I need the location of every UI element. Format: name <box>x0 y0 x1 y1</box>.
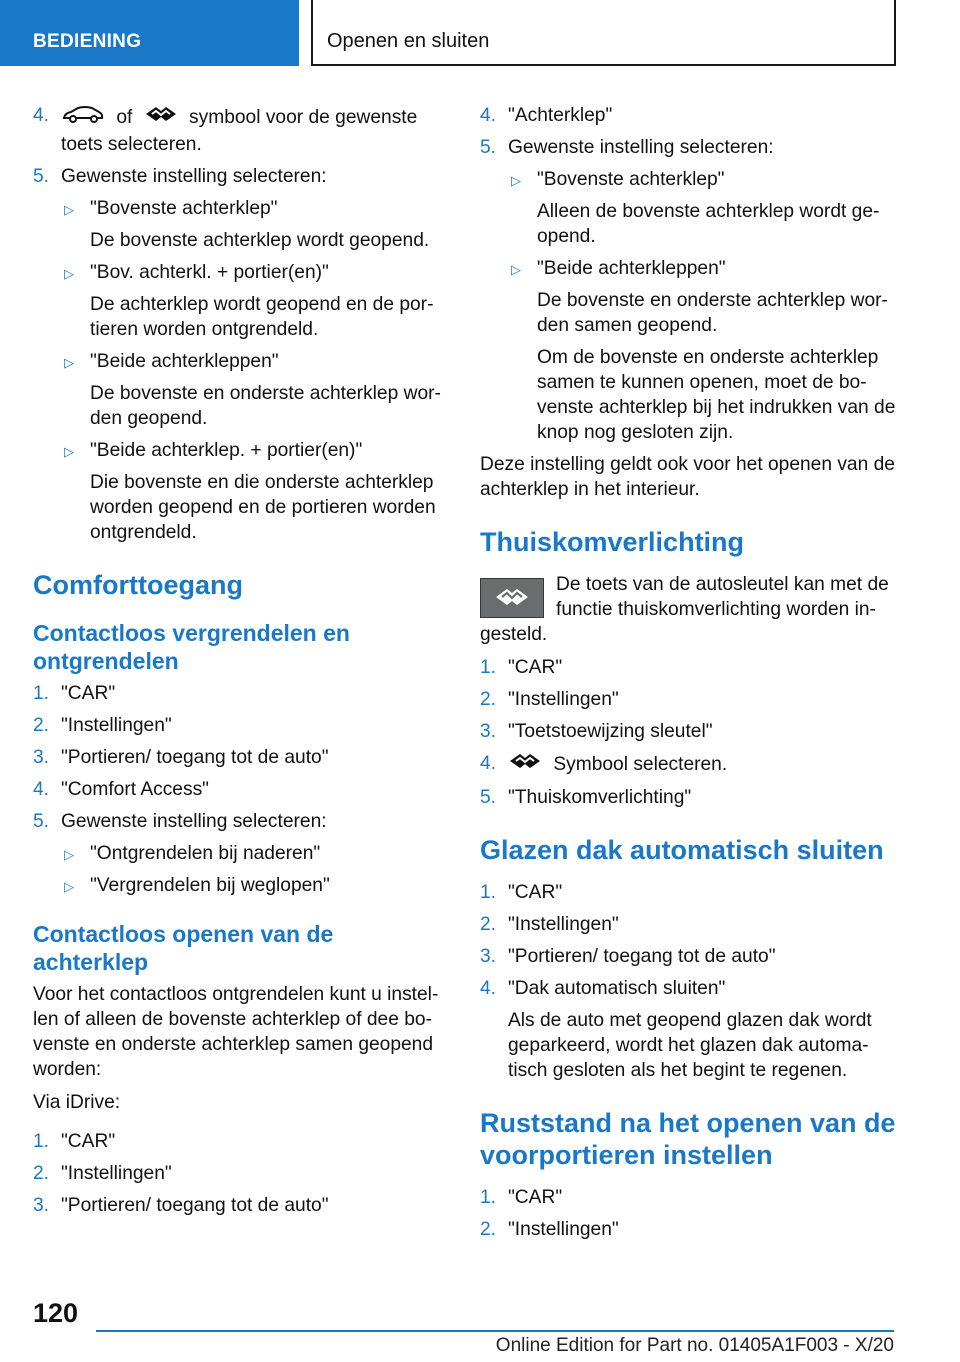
diamond-symbol-icon <box>508 751 542 778</box>
list-item: 4. of symbool voor de gewenste toets selecteren. <box>33 105 418 155</box>
list-item: 1. "CAR" <box>480 1187 563 1208</box>
header-chapter: Openen en sluiten <box>327 30 490 52</box>
list-item: 4. "Dak automatisch sluiten" Als de auto met geopend glazen dak wordt geparkeerd, wordt het glazen dak automa- tisch gesloten als het begint te regenen. <box>480 978 872 1081</box>
list-item: 5. Gewenste instelling selecteren: <box>480 137 774 158</box>
list-item: 2. "Instellingen" <box>480 689 619 710</box>
option-item: ▷ "Beide achterkleppen" De bovenste en onderste achterklep wor- den samen geopend. Om de bovenste en onderste achterklep samen te kunnen openen, moet de bo- venste achterklep bij het indrukken van de knop nog gesloten zijn. <box>511 258 896 443</box>
option-item: ▷ "Ontgrendelen bij naderen" <box>33 841 451 866</box>
list-item: 3. "Portieren/ toegang tot de auto" <box>33 747 329 768</box>
option-item: ▷ "Beide achterkleppen" De bovenste en onderste achterklep wor- den geopend. <box>64 351 441 429</box>
thuis-intro-block: De toets van de autosleutel kan met de functie thuiskomverlichting worden in- gesteld. <box>480 574 889 645</box>
option-item: ▷ "Bovenste achterklep" Alleen de bovenste achterklep wordt ge- opend. <box>511 169 880 247</box>
list-item: 1. "CAR" <box>33 1131 116 1152</box>
list-item: 3. "Portieren/ toegang tot de auto" <box>480 946 776 967</box>
list-item: 1. "CAR" <box>33 683 116 704</box>
key-button-diamond-icon <box>480 578 544 618</box>
paragraph: Deze instelling geldt ook voor het openen van de achterklep in het interieur. <box>480 454 895 500</box>
triangle-bullet-icon: ▷ <box>511 173 521 188</box>
option-item: ▷ "Beide achterklep. + portier(en)" Die bovenste en die onderste achterklep worden geopend en de portieren worden ontgrendeld. <box>64 440 436 543</box>
header-section-tab <box>0 0 299 66</box>
page-number: 120 <box>33 1298 79 1328</box>
triangle-bullet-icon: ▷ <box>64 879 74 894</box>
list-item: 2. "Instellingen" <box>480 914 619 935</box>
list-item: 4. "Achterklep" <box>480 105 613 126</box>
triangle-bullet-icon: ▷ <box>64 355 74 370</box>
heading-openen-achterklep: Contactloos openen van de achterklep <box>33 921 334 975</box>
heading-glazen-dak: Glazen dak automatisch sluiten <box>480 835 884 865</box>
list-item: 2. "Instellingen" <box>33 1163 172 1184</box>
list-item: 3. "Toetstoewijzing sleutel" <box>480 721 713 742</box>
list-item: 5. Gewenste instelling selecteren: <box>33 166 327 187</box>
heading-ruststand: Ruststand na het openen van de voorportieren instellen <box>480 1108 896 1170</box>
header-section: BEDIENING <box>33 31 142 52</box>
paragraph: Voor het contactloos ontgrendelen kunt u instel- len of alleen de bovenste achterklep of dee bo- venste en onderste achterklep samen geopend worden: <box>33 984 439 1080</box>
list-item: 3. "Portieren/ toegang tot de auto" <box>33 1195 329 1216</box>
step-4-text: symbool voor de gewenste toets selecteren. <box>61 106 418 155</box>
heading-contactloos: Contactloos vergrendelen en ontgrendelen <box>33 620 350 674</box>
left-column <box>33 103 451 1225</box>
triangle-bullet-icon: ▷ <box>64 444 74 459</box>
paragraph: Via iDrive: <box>33 1092 121 1113</box>
right-column <box>480 103 898 1249</box>
triangle-bullet-icon: ▷ <box>64 266 74 281</box>
triangle-bullet-icon: ▷ <box>511 262 521 277</box>
triangle-bullet-icon: ▷ <box>64 847 74 862</box>
car-tailgate-icon <box>61 103 105 132</box>
list-item: 2. "Instellingen" <box>33 715 172 736</box>
step-4-of: of <box>116 106 133 128</box>
footer-edition: Online Edition for Part no. 01405A1F003 - X/20 <box>495 1335 894 1356</box>
list-item: 1. "CAR" <box>480 882 563 903</box>
triangle-bullet-icon: ▷ <box>64 202 74 217</box>
list-item: 1. "CAR" <box>480 657 563 678</box>
list-item: 4. Symbool selecteren. <box>480 751 898 778</box>
heading-thuiskomverlichting: Thuiskomverlichting <box>480 527 745 557</box>
step-5-text: Gewenste instelling selecteren: <box>61 166 327 187</box>
footer-divider <box>96 1330 894 1332</box>
option-item: ▷ "Bovenste achterklep" De bovenste achterklep wordt geopend. <box>64 198 430 251</box>
option-item: ▷ "Bov. achterkl. + portier(en)" De achterklep wordt geopend en de por- tieren worden ontgrendeld. <box>64 262 434 340</box>
diamond-symbol-icon <box>144 104 178 131</box>
option-item: ▷ "Vergrendelen bij weglopen" <box>33 873 451 898</box>
list-item: 4. "Comfort Access" <box>33 779 209 800</box>
list-item: 5. "Thuiskomverlichting" <box>480 787 692 808</box>
header-chapter-tab <box>311 0 896 66</box>
heading-comforttoegang: Comforttoegang <box>33 570 243 600</box>
list-item: 5. Gewenste instelling selecteren: <box>33 811 327 832</box>
list-item: 2. "Instellingen" <box>480 1219 619 1240</box>
